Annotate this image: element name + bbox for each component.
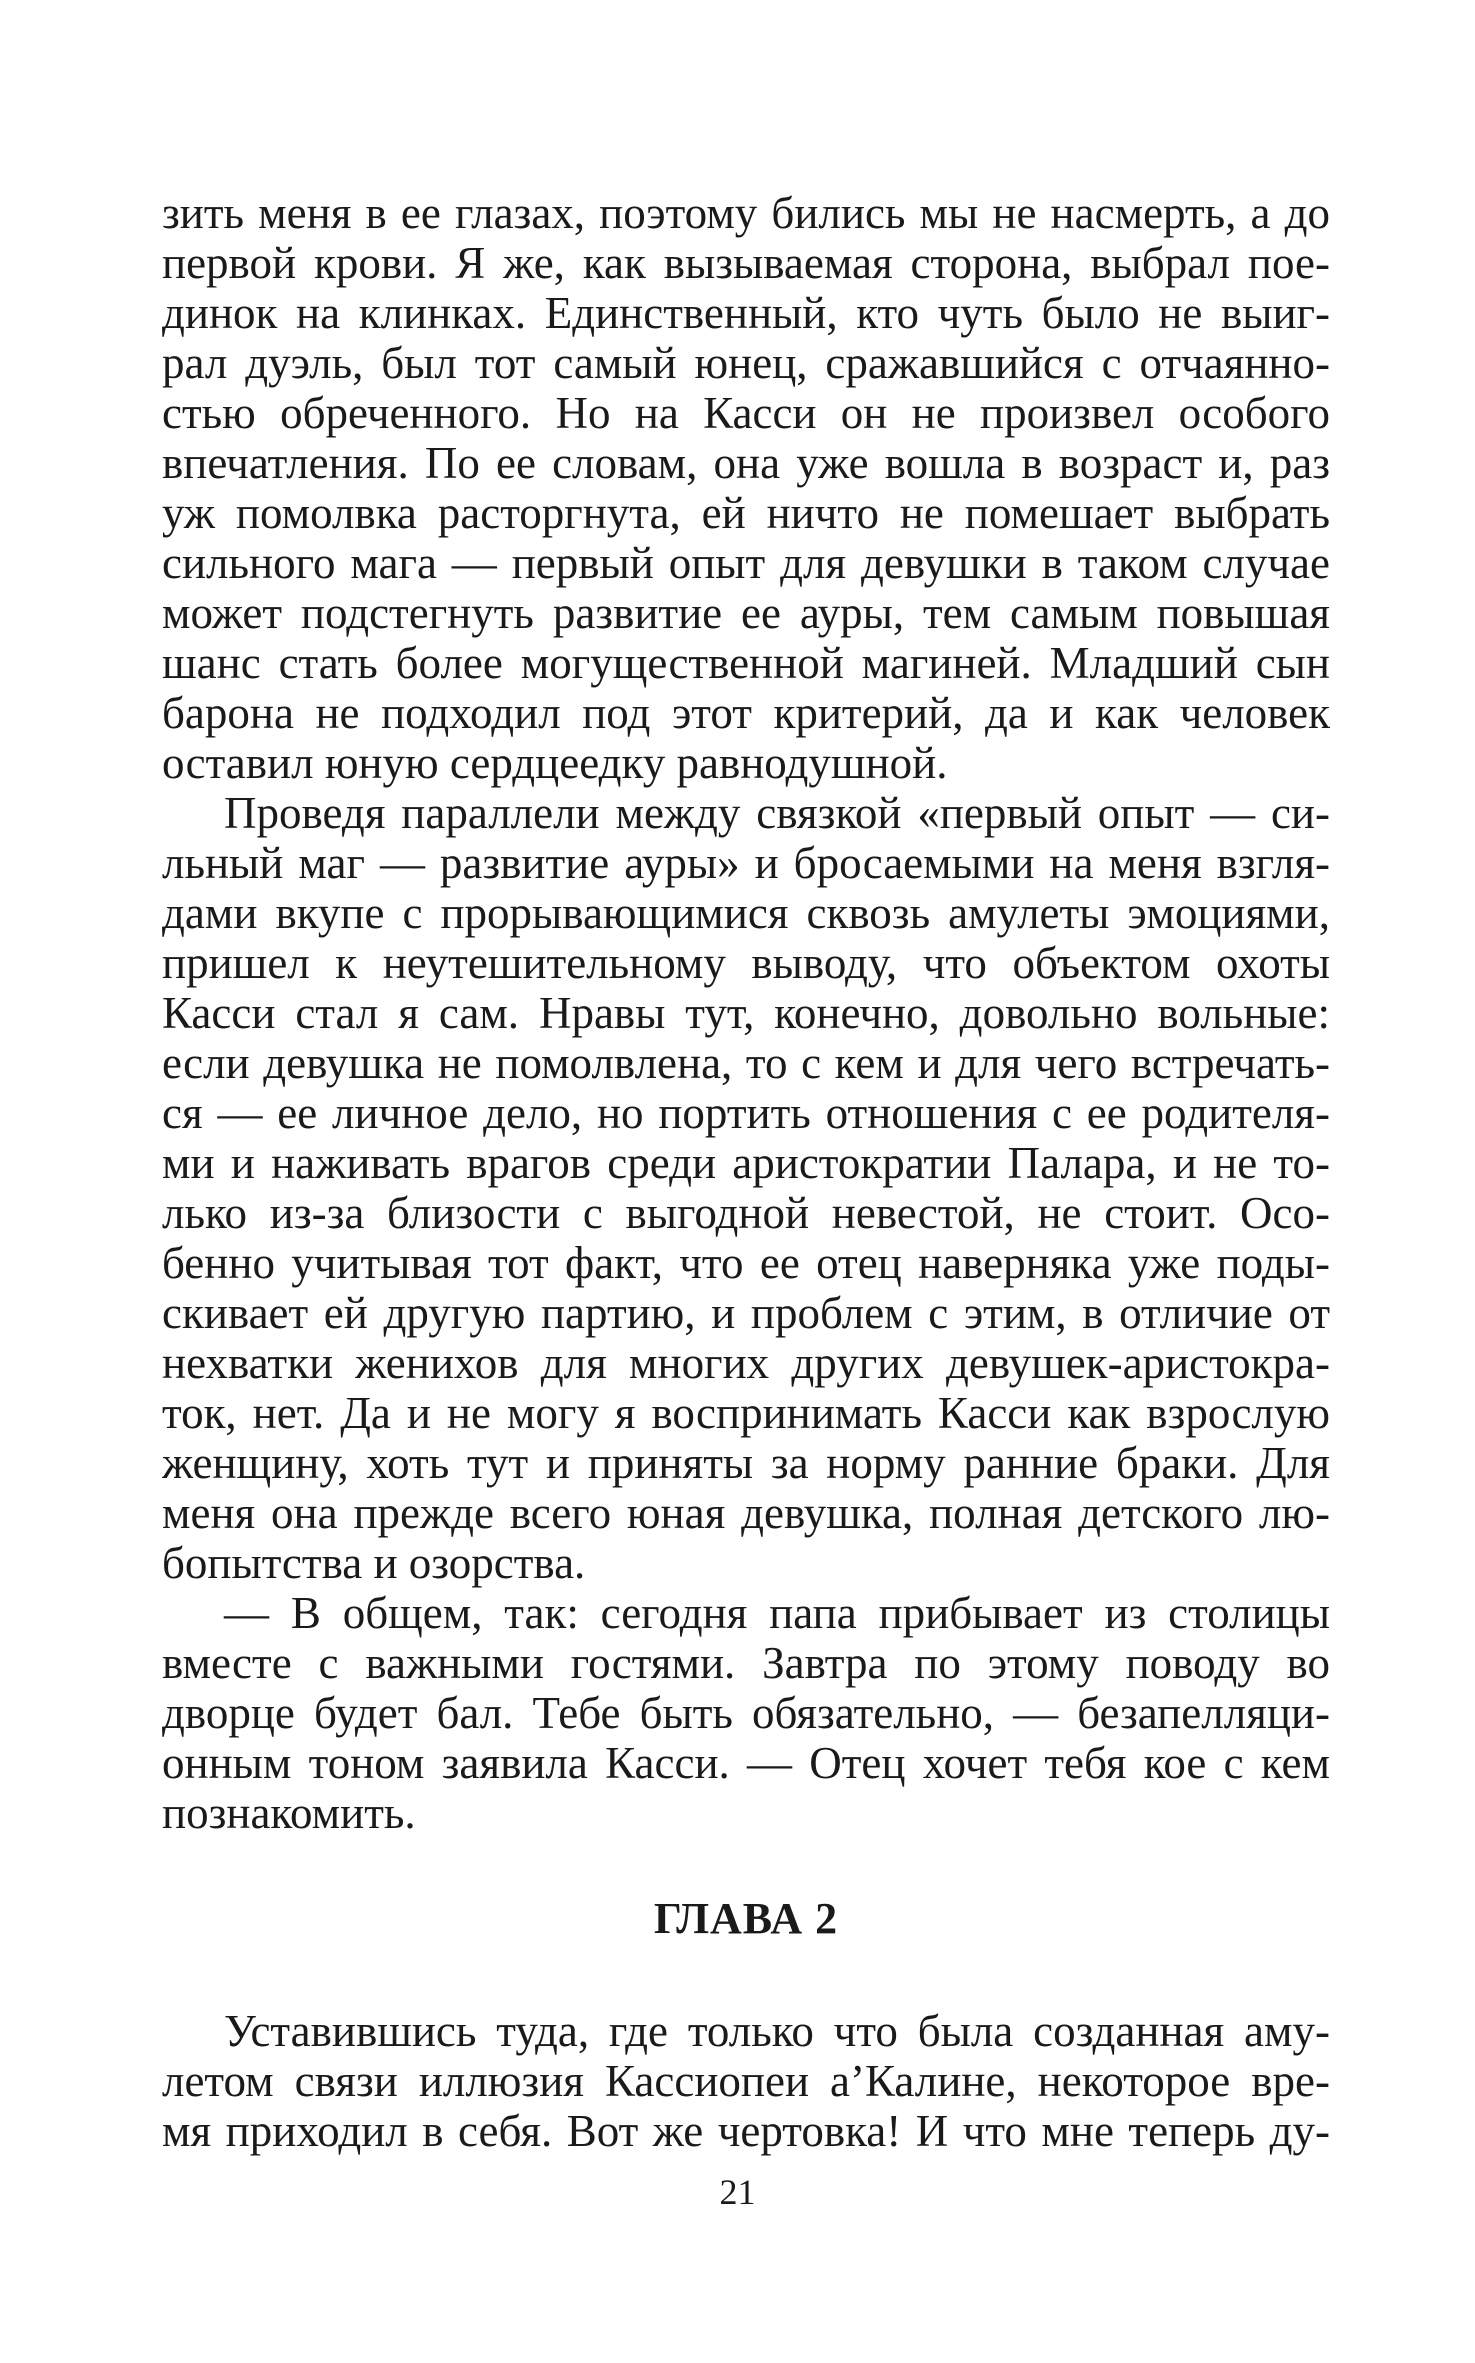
chapter-heading: ГЛАВА 2 xyxy=(653,1894,839,1943)
text-line: ся — ее личное дело, но портить отношения с ее родителя- xyxy=(162,1088,1330,1138)
text-line: если девушка не помолвлена, то с кем и для чего встречать- xyxy=(162,1038,1330,1088)
text-line: летом связи иллюзия Кассиопеи а’Калине, некоторое вре- xyxy=(162,2056,1330,2106)
text-line: женщину, хоть тут и приняты за норму ранние браки. Для xyxy=(162,1438,1330,1488)
text-line: Проведя параллели между связкой «первый опыт — си- xyxy=(224,788,1330,838)
text-line: меня она прежде всего юная девушка, полная детского лю- xyxy=(162,1488,1330,1538)
text-line: Касси стал я сам. Нравы тут, конечно, довольно вольные: xyxy=(162,988,1330,1038)
text-line: оставил юную сердцеедку равнодушной. xyxy=(162,738,948,788)
text-line: уж помолвка расторгнута, ей ничто не помешает выбрать xyxy=(162,488,1330,538)
text-line: мя приходил в себя. Вот же чертовка! И что мне теперь ду- xyxy=(162,2106,1330,2156)
text-line: лько из-за близости с выгодной невестой, не стоит. Осо- xyxy=(162,1188,1330,1238)
text-line: барона не подходил под этот критерий, да и как человек xyxy=(162,688,1330,738)
text-line: бенно учитывая тот факт, что ее отец наверняка уже поды- xyxy=(162,1238,1330,1288)
text-line: вместе с важными гостями. Завтра по этому поводу во xyxy=(162,1638,1330,1688)
text-line: нехватки женихов для многих других девушек-аристокра- xyxy=(162,1338,1330,1388)
text-line: шанс стать более могущественной магиней. Младший сын xyxy=(162,638,1330,688)
text-line: бопытства и озорства. xyxy=(162,1538,586,1588)
page-text-block xyxy=(162,188,1330,2156)
text-line: пришел к неутешительному выводу, что объектом охоты xyxy=(162,938,1330,988)
paragraph-3 xyxy=(162,1588,1330,1838)
text-line: сильного мага — первый опыт для девушки в таком случае xyxy=(162,538,1330,588)
text-line: онным тоном заявила Касси. — Отец хочет тебя кое с кем xyxy=(162,1738,1330,1788)
text-line: Уставившись туда, где только что была созданная аму- xyxy=(224,2006,1330,2056)
text-line: может подстегнуть развитие ее ауры, тем самым повышая xyxy=(162,588,1330,638)
text-line: дворце будет бал. Тебе быть обязательно, — безапелляци- xyxy=(162,1688,1330,1738)
text-line: рал дуэль, был тот самый юнец, сражавшийся с отчаянно- xyxy=(162,338,1330,388)
text-line: ми и наживать врагов среди аристократии Палара, и не то- xyxy=(162,1138,1330,1188)
page-number: 21 xyxy=(719,2172,756,2212)
text-line: стью обреченного. Но на Касси он не произвел особого xyxy=(162,388,1330,438)
text-line: — В общем, так: сегодня папа прибывает из столицы xyxy=(224,1588,1330,1638)
text-line: ток, нет. Да и не могу я воспринимать Касси как взрослую xyxy=(162,1388,1330,1438)
text-line: скивает ей другую партию, и проблем с этим, в отличие от xyxy=(162,1288,1330,1338)
text-line: впечатления. По ее словам, она уже вошла в возраст и, раз xyxy=(162,438,1330,488)
text-line: льный маг — развитие ауры» и бросаемыми на меня взгля- xyxy=(162,838,1330,888)
text-line: первой крови. Я же, как вызываемая сторона, выбрал пое- xyxy=(162,238,1330,288)
text-line: дами вкупе с прорывающимися сквозь амулеты эмоциями, xyxy=(162,888,1330,938)
text-line: динок на клинках. Единственный, кто чуть было не выиг- xyxy=(162,288,1330,338)
paragraph-1 xyxy=(162,188,1330,788)
paragraph-2 xyxy=(162,788,1330,1588)
text-line: зить меня в ее глазах, поэтому бились мы не насмерть, а до xyxy=(162,188,1330,238)
text-line: познакомить. xyxy=(162,1788,416,1838)
paragraph-4 xyxy=(162,2006,1330,2156)
